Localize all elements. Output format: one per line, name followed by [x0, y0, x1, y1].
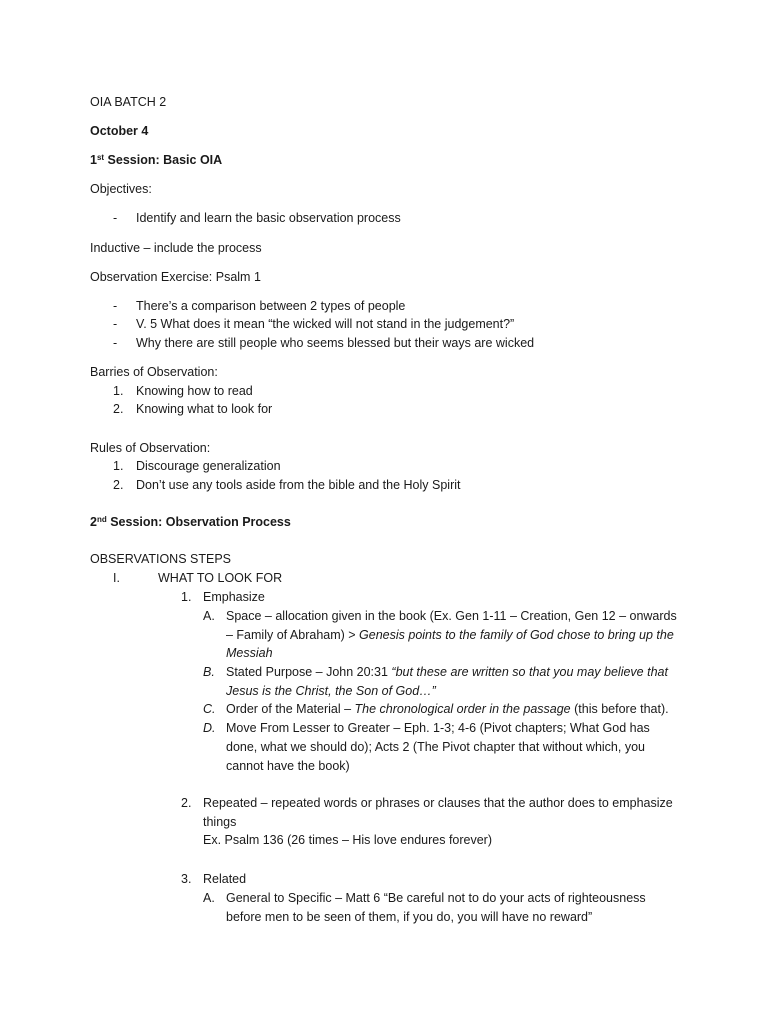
- bullet-marker: -: [113, 336, 118, 350]
- list-number: 3.: [181, 872, 192, 886]
- item-c-text: Order of the Material –: [226, 702, 355, 716]
- session1-ordinal: st: [96, 153, 105, 162]
- related-a-line1: General to Specific – Matt 6 “Be careful not to do your acts of righteousness: [226, 891, 646, 905]
- emphasize-heading: Emphasize: [203, 590, 265, 604]
- item-b-italic: “but these are written so that you may believe that: [391, 665, 668, 679]
- session2-ordinal: nd: [96, 515, 107, 524]
- bullet-marker: -: [113, 317, 118, 331]
- item-c-italic: The chronological order in the passage: [354, 702, 571, 716]
- roman-numeral: I.: [113, 571, 120, 585]
- session1-heading: [90, 151, 222, 169]
- list-number: 1.: [113, 384, 124, 398]
- rule-item: Don’t use any tools aside from the bible and the Holy Spirit: [136, 478, 461, 492]
- exercise-item: V. 5 What does it mean “the wicked will not stand in the judgement?”: [136, 317, 515, 331]
- steps-label: OBSERVATIONS STEPS: [90, 552, 232, 566]
- date-heading: October 4: [90, 124, 149, 138]
- list-number: 2.: [113, 402, 124, 416]
- item-d-line3: cannot have the book): [226, 759, 350, 773]
- batch-title: OIA BATCH 2: [90, 95, 167, 109]
- list-number: 2.: [181, 796, 192, 810]
- item-b-line2: Jesus is the Christ, the Son of God…”: [226, 684, 436, 698]
- item-b-line1: [226, 663, 668, 681]
- list-letter: A.: [203, 609, 215, 623]
- item-a-italic: Genesis points to the family of God chose to bring up the: [359, 628, 674, 642]
- inductive-note: Inductive – include the process: [90, 241, 262, 255]
- item-c-text-end: (this before that).: [570, 702, 669, 716]
- repeated-line2: things: [203, 815, 237, 829]
- exercise-label: Observation Exercise: Psalm 1: [90, 270, 261, 284]
- barrier-item: Knowing what to look for: [136, 402, 273, 416]
- item-d-line2: done, what we should do); Acts 2 (The Pivot chapter that without which, you: [226, 740, 645, 754]
- barrier-item: Knowing how to read: [136, 384, 253, 398]
- objectives-label: Objectives:: [90, 182, 152, 196]
- item-d-line1: Move From Lesser to Greater – Eph. 1-3; 4-6 (Pivot chapters; What God has: [226, 721, 650, 735]
- rules-label: Rules of Observation:: [90, 441, 211, 455]
- session1-number: 1: [90, 153, 97, 167]
- session1-title: Session: Basic OIA: [104, 153, 223, 167]
- exercise-item: Why there are still people who seems blessed but their ways are wicked: [136, 336, 535, 350]
- item-b-text: Stated Purpose – John 20:31: [226, 665, 392, 679]
- item-a-text: – Family of Abraham) >: [226, 628, 360, 642]
- list-letter: B.: [203, 665, 215, 679]
- section-heading: WHAT TO LOOK FOR: [158, 571, 283, 585]
- session2-title: Session: Observation Process: [106, 515, 291, 529]
- related-heading: Related: [203, 872, 247, 886]
- repeated-line1: Repeated – repeated words or phrases or clauses that the author does to emphasize: [203, 796, 673, 810]
- list-letter: C.: [203, 702, 216, 716]
- repeated-example: Ex. Psalm 136 (26 times – His love endures forever): [203, 833, 493, 847]
- session2-number: 2: [90, 515, 97, 529]
- list-letter: A.: [203, 891, 215, 905]
- item-a-line1: Space – allocation given in the book (Ex. Gen 1-11 – Creation, Gen 12 – onwards: [226, 609, 677, 623]
- bullet-marker: -: [113, 299, 118, 313]
- item-c-line: [226, 700, 669, 718]
- rule-item: Discourage generalization: [136, 459, 281, 473]
- bullet-marker: -: [113, 211, 118, 225]
- list-number: 1.: [113, 459, 124, 473]
- item-a-line3: Messiah: [226, 646, 273, 660]
- list-letter: D.: [203, 721, 216, 735]
- session2-heading: [90, 513, 291, 531]
- list-number: 1.: [181, 590, 192, 604]
- barriers-label: Barries of Observation:: [90, 365, 218, 379]
- list-number: 2.: [113, 478, 124, 492]
- item-a-line2: [226, 626, 674, 644]
- exercise-item: There’s a comparison between 2 types of people: [136, 299, 406, 313]
- related-a-line2: before men to be seen of them, if you do, you will have no reward”: [226, 910, 593, 924]
- objective-item: Identify and learn the basic observation process: [136, 211, 401, 225]
